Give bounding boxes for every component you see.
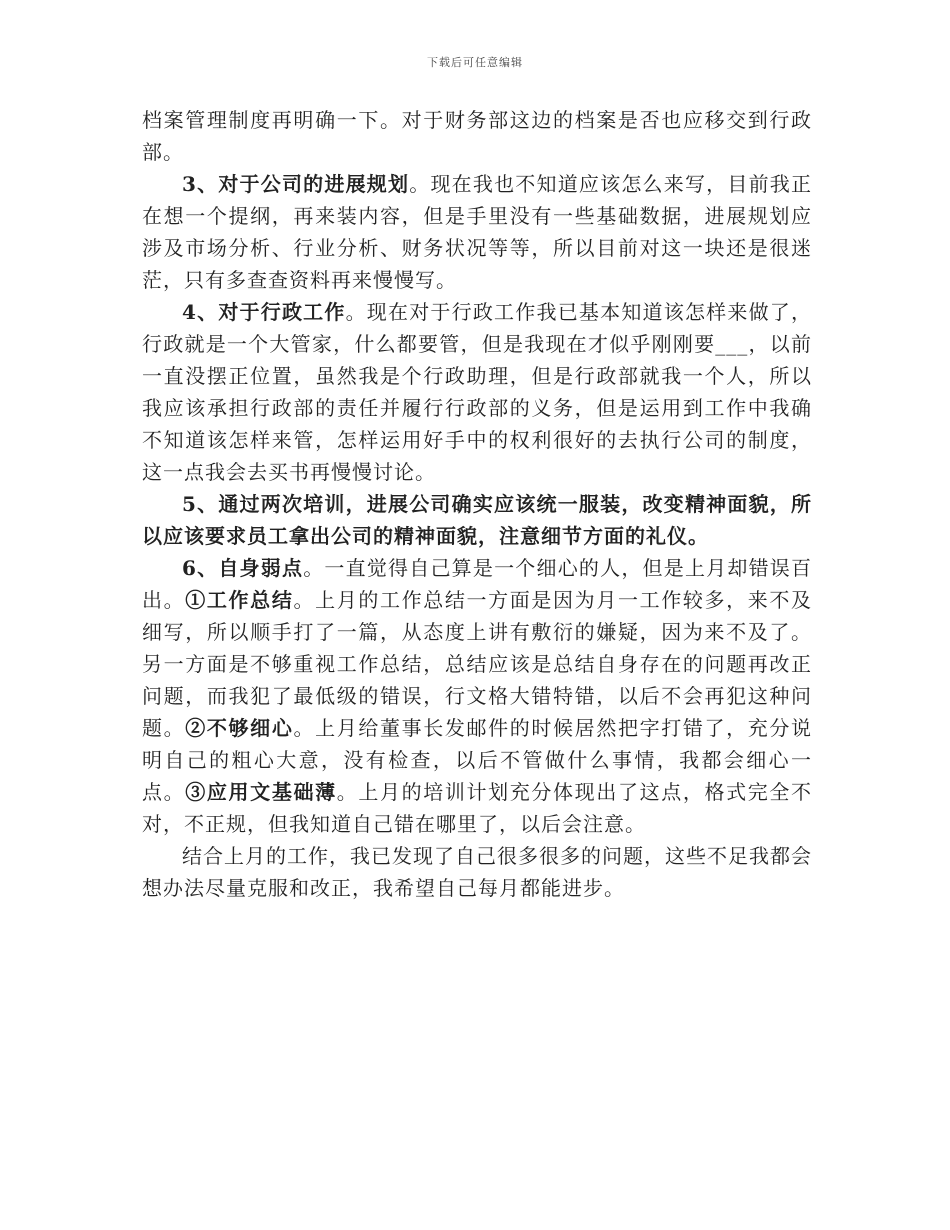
paragraph-archive-continuation xyxy=(142,104,812,168)
paragraph-text: 结合上月的工作，我已发现了自己很多很多的问题，这些不足我都会想办法尽量克服和改正，我希望自己每月都能进步。 xyxy=(142,844,812,900)
paragraph-text: 。上月的工作总结一方面是因为月一工作较多，来不及细写，所以顺手打了一篇，从态度上讲有敷衍的嫌疑，因为来不及了。另一方面是不够重视工作总结，总结应该是总结自身存在的问题再改正问题，而我犯了最低级的错误，行文格大错特错，以后不会再犯这种问题。 xyxy=(142,588,813,740)
paragraph-heading: 3、对于公司的进展规划 xyxy=(182,172,410,196)
paragraph-text: 。上月的培训计划充分体现出了这点，格式完全不对，不正规，但我知道自己错在哪里了，以后会注意。 xyxy=(142,780,813,836)
page-header: 下载后可任意编辑 xyxy=(427,56,523,69)
paragraph-heading: 4、对于行政工作 xyxy=(182,300,346,324)
paragraph-training xyxy=(142,488,812,552)
sub-heading-writing-basics: ③应用文基础薄 xyxy=(185,780,337,804)
paragraph-text: 。一直觉得自己算是一个细心的人，但是上月却错误百出。 xyxy=(142,556,813,612)
paragraph-heading: 5、通过两次培训，进展公司确实应该统一服装，改变精神面貌，所以应该要求员工拿出公司的精神面貌，注意细节方面的礼仪。 xyxy=(142,492,812,548)
paragraph-text: 。现在我也不知道应该怎么来写，目前我正在想一个提纲，再来装内容，但是手里没有一些基础数据，进展规划应涉及市场分析、行业分析、财务状况等等，所以目前对这一块还是很迷茫，只有多查查资料再来慢慢写。 xyxy=(142,172,813,292)
paragraph-heading: 6、自身弱点 xyxy=(182,556,304,580)
paragraph-conclusion xyxy=(142,840,812,904)
paragraph-development-plan xyxy=(142,168,812,296)
paragraph-text: 。现在对于行政工作我已基本知道该怎样来做了，行政就是一个大管家，什么都要管，但是我现在才似乎刚刚要___，以前一直没摆正位置，虽然我是个行政助理，但是行政部就我一个人，所以我应该承担行政部的责任并履行行政部的义务，但是运用到工作中我确不知道该怎样来管，怎样运用好手中的权利很好的去执行公司的制度，这一点我会去买书再慢慢讨论。 xyxy=(142,300,812,484)
sub-heading-work-summary: ①工作总结 xyxy=(185,588,294,612)
paragraph-text: 档案管理制度再明确一下。对于财务部这边的档案是否也应移交到行政部。 xyxy=(142,108,812,164)
paragraph-text: 。上月给董事长发邮件的时候居然把字打错了，充分说明自己的粗心大意，没有检查，以后不管做什么事情，我都会细心一点。 xyxy=(142,716,813,804)
document-body xyxy=(142,104,812,904)
paragraph-admin-work xyxy=(142,296,812,488)
sub-heading-carelessness: ②不够细心 xyxy=(185,716,294,740)
paragraph-weaknesses xyxy=(142,552,812,840)
